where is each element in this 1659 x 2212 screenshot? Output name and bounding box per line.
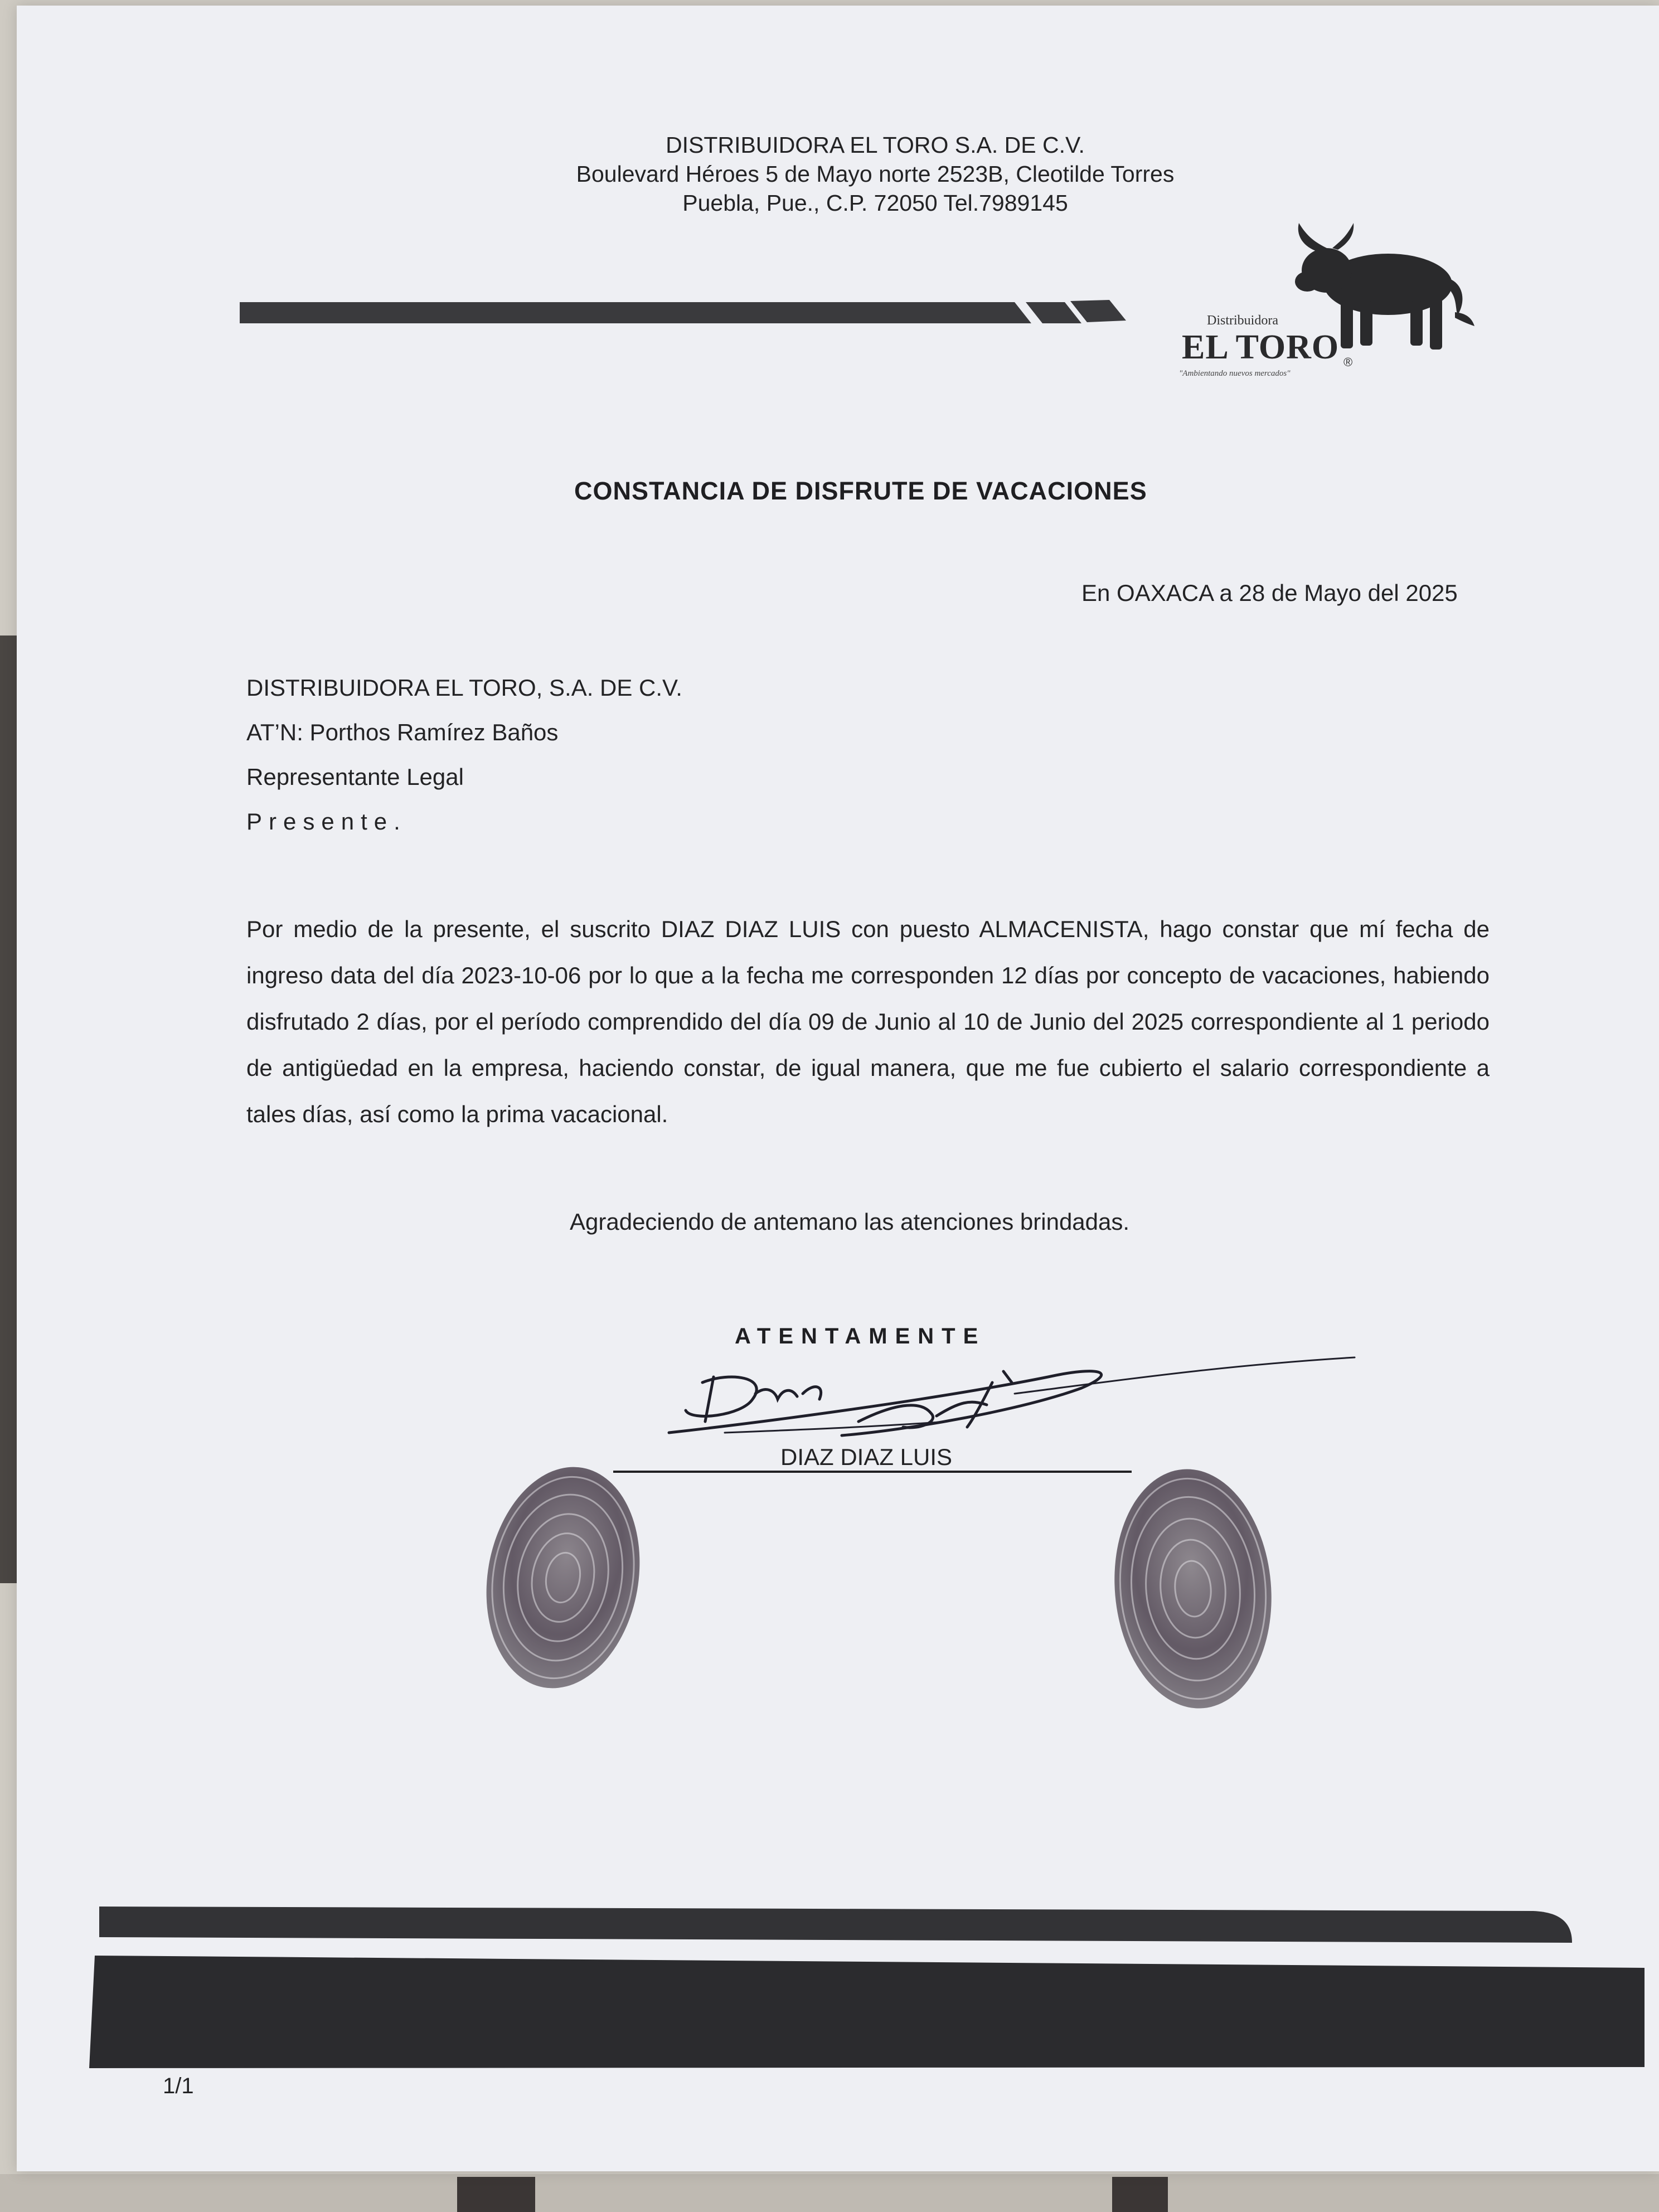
letterhead-company: DISTRIBUIDORA EL TORO S.A. DE C.V. bbox=[666, 132, 1085, 158]
background-bottom-edge bbox=[0, 2174, 1659, 2212]
logo-small-text: Distribuidora bbox=[1207, 313, 1278, 328]
recipient-company: DISTRIBUIDORA EL TORO, S.A. DE C.V. bbox=[246, 675, 682, 701]
logo-brand: EL TORO bbox=[1182, 328, 1340, 366]
company-logo bbox=[1160, 217, 1483, 390]
letterhead-address-1: Boulevard Héroes 5 de Mayo norte 2523B, Cleotilde Torres bbox=[576, 161, 1175, 187]
place-date: En OAXACA a 28 de Mayo del 2025 bbox=[1081, 580, 1458, 606]
letterhead-address-2: Puebla, Pue., C.P. 72050 Tel.7989145 bbox=[682, 190, 1068, 216]
footer-bands bbox=[17, 1895, 1645, 2074]
recipient-attention: AT’N: Porthos Ramírez Baños bbox=[246, 719, 559, 745]
logo-registered-mark: ® bbox=[1343, 355, 1353, 369]
page-number: 1/1 bbox=[163, 2074, 194, 2098]
thanks-line: Agradeciendo de antemano las atenciones brindadas. bbox=[570, 1209, 1130, 1235]
signature-line bbox=[613, 1471, 1132, 1473]
fingerprint-right bbox=[1104, 1466, 1282, 1723]
signer-name: DIAZ DIAZ LUIS bbox=[780, 1444, 953, 1470]
fingerprint-left bbox=[463, 1466, 641, 1700]
header-band bbox=[240, 295, 1187, 334]
logo-tagline: "Ambientando nuevos mercados" bbox=[1179, 369, 1291, 378]
closing-atentamente: ATENTAMENTE bbox=[735, 1324, 986, 1348]
handwritten-signature bbox=[658, 1338, 1355, 1472]
background-tab bbox=[1112, 2177, 1168, 2212]
background-tab bbox=[457, 2177, 535, 2212]
recipient-presente: Presente. bbox=[246, 808, 407, 835]
recipient-role: Representante Legal bbox=[246, 764, 464, 790]
document-page bbox=[17, 6, 1659, 2171]
document-title: CONSTANCIA DE DISFRUTE DE VACACIONES bbox=[574, 477, 1147, 505]
body-paragraph: Por medio de la presente, el suscrito DIAZ DIAZ LUIS con puesto ALMACENISTA, hago constar que mí fecha de ingreso data del día 2023-10-06 por lo que a la fecha me corresponden 12 días por concepto de vacaciones, habiendo disfrutado 2 días, por el período comprendido del día 09 de Junio al 10 de Junio del 2025 correspondiente al 1 periodo de antigüedad en la empresa, haciendo constar, de igual manera, que me fue cubierto el salario correspondiente a tales días, así como la prima vacacional. bbox=[246, 916, 1490, 1127]
